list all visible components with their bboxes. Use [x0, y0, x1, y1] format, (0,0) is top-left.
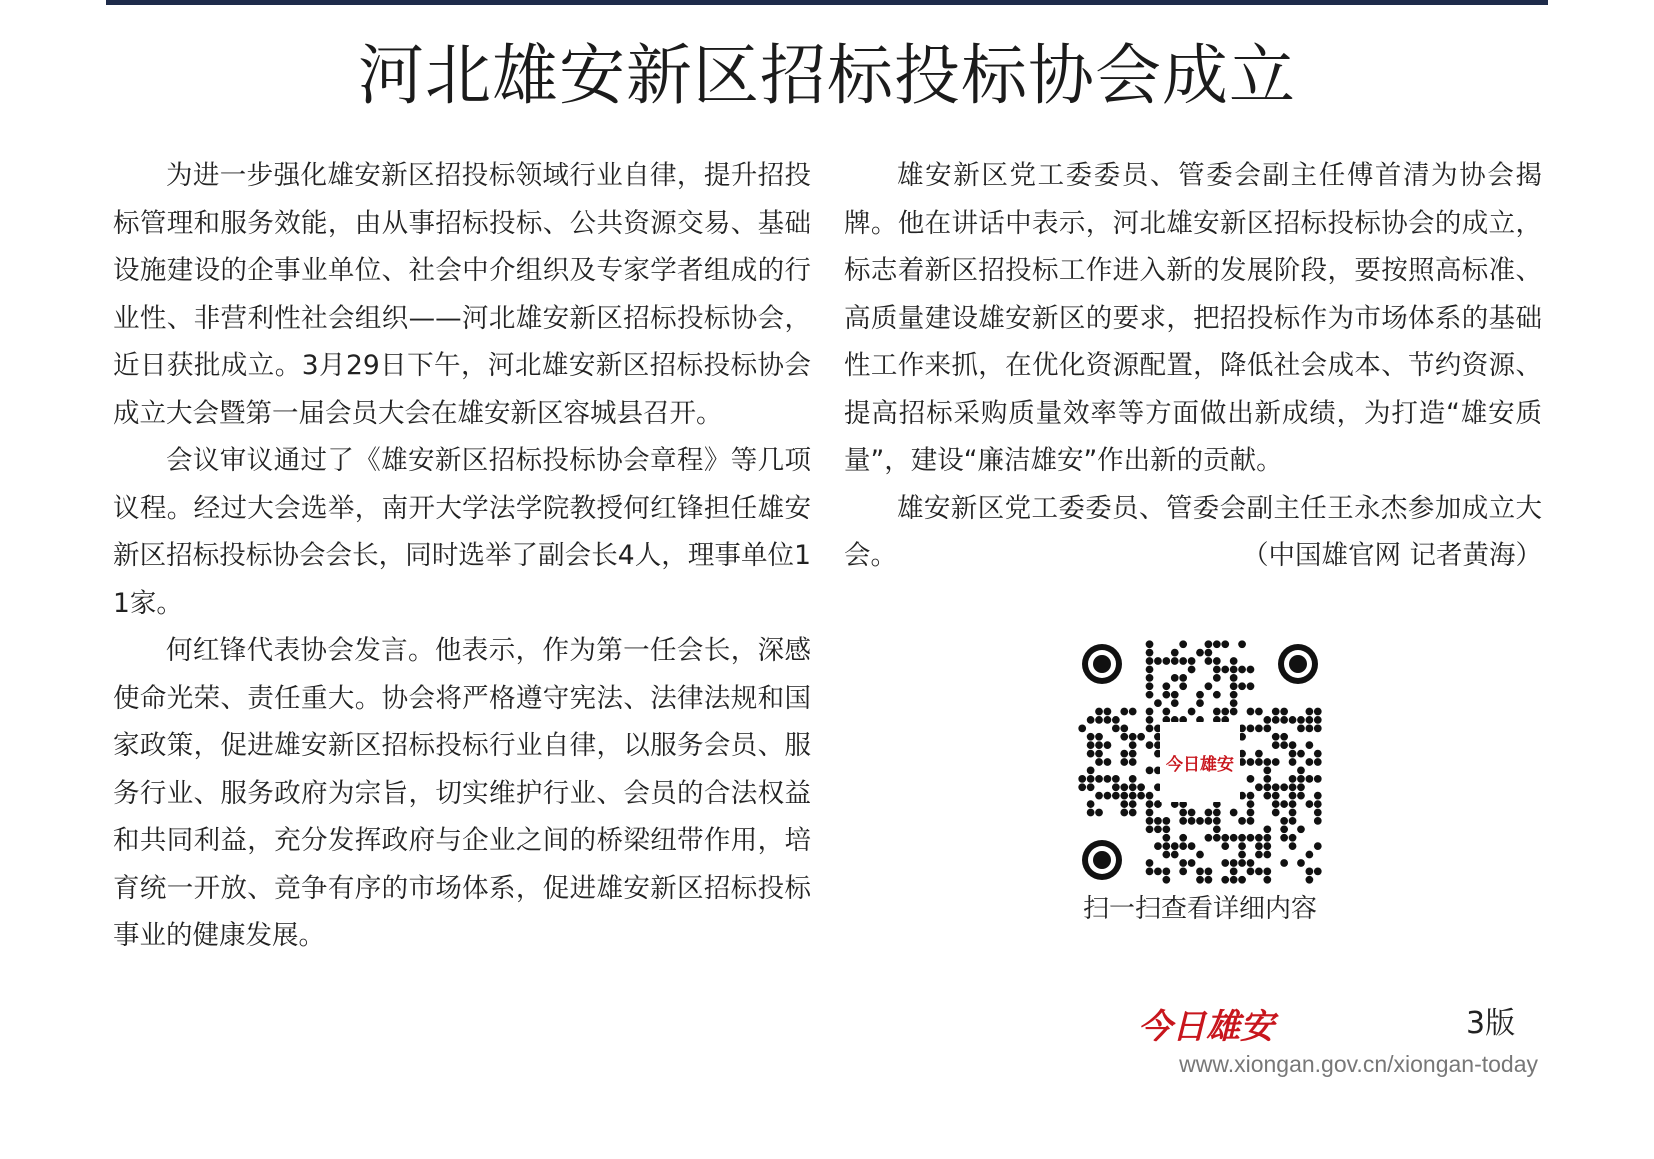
- qr-dot: [1230, 657, 1238, 665]
- qr-dot: [1221, 859, 1229, 867]
- qr-dot: [1306, 876, 1314, 884]
- qr-caption: 扫一扫查看详细内容: [1082, 894, 1317, 924]
- qr-dot: [1230, 674, 1238, 682]
- today-xiongan-logo: [1138, 1002, 1283, 1046]
- qr-dot: [1263, 758, 1271, 766]
- article-paragraph: 会议审议通过了《雄安新区招标投标协会章程》等几项议程。经过大会选举，南开大学法学院教授何红锋担任雄安新区招标投标协会会长，同时选举了副会长4人，理事单位11家。: [113, 445, 811, 619]
- qr-dot: [1314, 708, 1322, 716]
- qr-dot: [1179, 657, 1187, 665]
- qr-dot: [1162, 657, 1170, 665]
- qr-dot: [1289, 817, 1297, 825]
- qr-dot: [1078, 724, 1086, 732]
- qr-dot: [1146, 657, 1154, 665]
- qr-dot: [1104, 741, 1112, 749]
- qr-dot: [1146, 825, 1154, 833]
- qr-dot: [1120, 708, 1128, 716]
- qr-dot: [1213, 825, 1221, 833]
- qr-dot: [1146, 792, 1154, 800]
- qr-dot: [1272, 792, 1280, 800]
- qr-dot: [1255, 750, 1263, 758]
- qr-dot: [1238, 640, 1246, 648]
- qr-dot: [1280, 825, 1288, 833]
- qr-dot: [1297, 859, 1305, 867]
- qr-dot: [1213, 691, 1221, 699]
- qr-dot: [1078, 783, 1086, 791]
- qr-dot: [1120, 733, 1128, 741]
- qr-dot: [1247, 666, 1255, 674]
- qr-dot: [1129, 783, 1137, 791]
- qr-dot: [1263, 825, 1271, 833]
- qr-dot: [1129, 775, 1137, 783]
- qr-dot: [1263, 868, 1271, 876]
- qr-dot: [1247, 792, 1255, 800]
- qr-dot: [1087, 809, 1095, 817]
- qr-dot: [1238, 876, 1246, 884]
- qr-dot: [1314, 775, 1322, 783]
- qr-dot: [1230, 809, 1238, 817]
- qr-dot: [1314, 817, 1322, 825]
- qr-dot: [1306, 741, 1314, 749]
- qr-dot: [1188, 657, 1196, 665]
- qr-dot: [1289, 750, 1297, 758]
- qr-dot: [1247, 800, 1255, 808]
- qr-dot: [1221, 708, 1229, 716]
- qr-dot: [1179, 834, 1187, 842]
- qr-dot: [1171, 842, 1179, 850]
- article-paragraph: 为进一步强化雄安新区招投标领域行业自律，提升招投标管理和服务效能，由从事招标投标、公共资源交易、基础设施建设的企事业单位、社会中介组织及专家学者组成的行业性、非营利性社会组织——河北雄安新区招标投标协会，近日获批成立。3月29日下午，河北雄安新区招标投标协会成立大会暨第一届会员大会在雄安新区容城县召开。: [113, 160, 811, 429]
- qr-dot: [1280, 733, 1288, 741]
- qr-dot: [1095, 733, 1103, 741]
- qr-dot: [1104, 716, 1112, 724]
- qr-dot: [1230, 859, 1238, 867]
- qr-dot: [1272, 741, 1280, 749]
- qr-dot: [1272, 708, 1280, 716]
- qr-dot: [1205, 649, 1213, 657]
- qr-dot: [1306, 724, 1314, 732]
- qr-dot: [1247, 775, 1255, 783]
- qr-dot: [1289, 800, 1297, 808]
- qr-dot: [1314, 758, 1322, 766]
- qr-dot: [1154, 657, 1162, 665]
- qr-dot: [1314, 868, 1322, 876]
- qr-dot: [1289, 741, 1297, 749]
- qr-dot: [1205, 834, 1213, 842]
- qr-dot: [1213, 674, 1221, 682]
- qr-dot: [1188, 809, 1196, 817]
- qr-dot: [1087, 775, 1095, 783]
- qr-dot: [1221, 876, 1229, 884]
- qr-dot: [1162, 825, 1170, 833]
- qr-dot: [1306, 868, 1314, 876]
- qr-dot: [1297, 750, 1305, 758]
- article-paragraph: 雄安新区党工委委员、管委会副主任王永杰参加成立大会。: [844, 492, 1542, 571]
- qr-dot: [1179, 640, 1187, 648]
- qr-dot: [1171, 649, 1179, 657]
- qr-dot: [1095, 758, 1103, 766]
- qr-dot: [1146, 682, 1154, 690]
- qr-dot: [1146, 809, 1154, 817]
- qr-dot: [1230, 834, 1238, 842]
- qr-dot: [1263, 792, 1271, 800]
- qr-dot: [1095, 809, 1103, 817]
- qr-center-label: 今日雄安: [1166, 755, 1234, 775]
- qr-dot: [1230, 682, 1238, 690]
- qr-dot: [1095, 741, 1103, 749]
- top-rule: [106, 0, 1548, 5]
- qr-dot: [1247, 859, 1255, 867]
- qr-dot: [1280, 834, 1288, 842]
- qr-dot: [1188, 859, 1196, 867]
- qr-dot: [1078, 775, 1086, 783]
- logo-text: 今日雄安: [1138, 1007, 1274, 1046]
- qr-dot: [1280, 708, 1288, 716]
- qr-dot: [1095, 750, 1103, 758]
- qr-dot: [1146, 868, 1154, 876]
- qr-dot: [1112, 724, 1120, 732]
- qr-dot: [1112, 783, 1120, 791]
- qr-dot: [1255, 851, 1263, 859]
- qr-dot: [1272, 783, 1280, 791]
- qr-dot: [1280, 783, 1288, 791]
- qr-dot: [1263, 775, 1271, 783]
- qr-dot: [1213, 666, 1221, 674]
- qr-dot: [1162, 851, 1170, 859]
- qr-dot: [1314, 842, 1322, 850]
- qr-dot: [1146, 767, 1154, 775]
- qr-dot: [1188, 817, 1196, 825]
- page-number: 3版: [1466, 1006, 1516, 1041]
- qr-dot: [1120, 758, 1128, 766]
- qr-dot: [1263, 834, 1271, 842]
- qr-dot: [1120, 750, 1128, 758]
- qr-dot: [1272, 758, 1280, 766]
- qr-dot: [1196, 851, 1204, 859]
- qr-dot: [1247, 708, 1255, 716]
- qr-dot: [1289, 809, 1297, 817]
- qr-dot: [1146, 708, 1154, 716]
- qr-dot: [1146, 674, 1154, 682]
- qr-dot: [1221, 666, 1229, 674]
- qr-dot: [1280, 741, 1288, 749]
- qr-dot: [1205, 817, 1213, 825]
- qr-dot: [1162, 876, 1170, 884]
- qr-dot: [1230, 876, 1238, 884]
- qr-dot: [1263, 724, 1271, 732]
- qr-dot: [1112, 716, 1120, 724]
- qr-dot: [1314, 792, 1322, 800]
- qr-finder-bottom-left: [1082, 840, 1122, 880]
- qr-dot: [1230, 666, 1238, 674]
- qr-dot: [1205, 876, 1213, 884]
- qr-dot: [1272, 809, 1280, 817]
- qr-dot: [1112, 792, 1120, 800]
- qr-dot: [1205, 682, 1213, 690]
- qr-dot: [1196, 876, 1204, 884]
- qr-dot: [1213, 708, 1221, 716]
- qr-dot: [1154, 817, 1162, 825]
- qr-dot: [1129, 708, 1137, 716]
- qr-dot: [1179, 868, 1187, 876]
- qr-dot: [1137, 783, 1145, 791]
- qr-dot: [1247, 682, 1255, 690]
- qr-dot: [1146, 691, 1154, 699]
- qr-dot: [1171, 699, 1179, 707]
- qr-dot: [1162, 868, 1170, 876]
- qr-dot: [1263, 767, 1271, 775]
- qr-dot: [1213, 817, 1221, 825]
- qr-dot: [1230, 699, 1238, 707]
- qr-dot: [1120, 800, 1128, 808]
- qr-dot: [1289, 834, 1297, 842]
- qr-dot: [1146, 859, 1154, 867]
- qr-dot: [1179, 674, 1187, 682]
- qr-dot: [1112, 775, 1120, 783]
- qr-dot: [1263, 783, 1271, 791]
- qr-dot: [1272, 733, 1280, 741]
- qr-dot: [1146, 716, 1154, 724]
- qr-code-image[interactable]: [1078, 640, 1322, 884]
- qr-dot: [1087, 716, 1095, 724]
- qr-dot: [1289, 716, 1297, 724]
- qr-dot: [1162, 682, 1170, 690]
- article-paragraph: 何红锋代表协会发言。他表示，作为第一任会长，深感使命光荣、责任重大。协会将严格遵守宪法、法律法规和国家政策，促进雄安新区招标投标行业自律，以服务会员、服务行业、服务政府为宗旨，切实维护行业、会员的合法权益和共同利益，充分发挥政府与企业之间的桥梁纽带作用，培育统一开放、竞争有序的市场体系，促进雄安新区招标投标事业的健康发展。: [113, 635, 811, 951]
- qr-finder-top-left: [1082, 644, 1122, 684]
- qr-dot: [1104, 775, 1112, 783]
- qr-dot: [1230, 691, 1238, 699]
- qr-dot: [1162, 817, 1170, 825]
- qr-dot: [1280, 859, 1288, 867]
- qr-dot: [1146, 800, 1154, 808]
- qr-dot: [1162, 842, 1170, 850]
- qr-dot: [1247, 809, 1255, 817]
- qr-dot: [1255, 783, 1263, 791]
- qr-finder-top-right: [1278, 644, 1318, 684]
- qr-dot: [1154, 825, 1162, 833]
- qr-dot: [1289, 783, 1297, 791]
- qr-dot: [1179, 859, 1187, 867]
- qr-dot: [1255, 724, 1263, 732]
- qr-dot: [1213, 809, 1221, 817]
- left-column: [113, 152, 811, 960]
- qr-dot: [1196, 699, 1204, 707]
- qr-dot: [1247, 868, 1255, 876]
- qr-dot: [1297, 825, 1305, 833]
- qr-dot: [1196, 691, 1204, 699]
- qr-dot: [1205, 657, 1213, 665]
- article-paragraph: 雄安新区党工委委员、管委会副主任傅首清为协会揭牌。他在讲话中表示，河北雄安新区招标投标协会的成立，标志着新区招投标工作进入新的发展阶段，要按照高标准、高质量建设雄安新区的要求，把招投标作为市场体系的基础性工作来抓，在优化资源配置，降低社会成本、节约资源、提高招标采购质量效率等方面做出新成绩，为打造“雄安质量”，建设“廉洁雄安”作出新的贡献。: [844, 160, 1542, 476]
- qr-dot: [1221, 834, 1229, 842]
- qr-dot: [1306, 758, 1314, 766]
- qr-dot: [1129, 741, 1137, 749]
- qr-dot: [1205, 809, 1213, 817]
- qr-dot: [1314, 800, 1322, 808]
- qr-dot: [1213, 834, 1221, 842]
- qr-dot: [1104, 792, 1112, 800]
- byline: （中国雄官网 记者黄海）: [1242, 540, 1542, 571]
- qr-dot: [1255, 868, 1263, 876]
- qr-dot: [1137, 733, 1145, 741]
- qr-dot: [1171, 674, 1179, 682]
- qr-dot: [1129, 733, 1137, 741]
- footer-url[interactable]: www.xiongan.gov.cn/xiongan-today: [1179, 1051, 1538, 1077]
- qr-dot: [1247, 834, 1255, 842]
- qr-dot: [1087, 733, 1095, 741]
- qr-dot: [1280, 800, 1288, 808]
- qr-dot: [1171, 657, 1179, 665]
- qr-dot: [1255, 708, 1263, 716]
- qr-dot: [1306, 800, 1314, 808]
- qr-dot: [1213, 657, 1221, 665]
- qr-dot: [1289, 775, 1297, 783]
- qr-dot: [1205, 868, 1213, 876]
- qr-dot: [1146, 817, 1154, 825]
- qr-dot: [1129, 792, 1137, 800]
- qr-dot: [1272, 800, 1280, 808]
- qr-dot: [1162, 708, 1170, 716]
- qr-dot: [1306, 708, 1314, 716]
- qr-dot: [1263, 851, 1271, 859]
- qr-dot: [1297, 783, 1305, 791]
- qr-dot: [1146, 741, 1154, 749]
- qr-dot: [1171, 851, 1179, 859]
- qr-dot: [1188, 842, 1196, 850]
- qr-dot: [1238, 851, 1246, 859]
- qr-dot: [1297, 724, 1305, 732]
- qr-dot: [1196, 817, 1204, 825]
- qr-dot: [1179, 809, 1187, 817]
- qr-dot: [1314, 809, 1322, 817]
- qr-dot: [1179, 682, 1187, 690]
- qr-dot: [1087, 741, 1095, 749]
- qr-dot: [1129, 758, 1137, 766]
- qr-dot: [1205, 640, 1213, 648]
- qr-dot: [1154, 699, 1162, 707]
- qr-dot: [1263, 716, 1271, 724]
- qr-dot: [1247, 817, 1255, 825]
- qr-dot: [1255, 842, 1263, 850]
- qr-dot: [1297, 775, 1305, 783]
- qr-dot: [1146, 640, 1154, 648]
- qr-dot: [1238, 682, 1246, 690]
- qr-dot: [1120, 783, 1128, 791]
- right-column: [844, 152, 1542, 580]
- qr-dot: [1306, 851, 1314, 859]
- qr-dot: [1263, 842, 1271, 850]
- qr-dot: [1238, 859, 1246, 867]
- qr-dot: [1095, 792, 1103, 800]
- qr-dot: [1188, 708, 1196, 716]
- qr-dot: [1087, 750, 1095, 758]
- qr-dot: [1104, 708, 1112, 716]
- qr-dot: [1230, 868, 1238, 876]
- qr-dot: [1280, 716, 1288, 724]
- qr-dot: [1221, 842, 1229, 850]
- qr-dot: [1297, 792, 1305, 800]
- qr-dot: [1196, 649, 1204, 657]
- qr-dot: [1221, 640, 1229, 648]
- qr-dot: [1213, 640, 1221, 648]
- qr-dot: [1171, 691, 1179, 699]
- qr-dot: [1179, 842, 1187, 850]
- qr-dot: [1087, 767, 1095, 775]
- qr-dot: [1120, 792, 1128, 800]
- qr-dot: [1162, 834, 1170, 842]
- qr-dot: [1188, 666, 1196, 674]
- qr-dot: [1247, 724, 1255, 732]
- qr-dot: [1306, 716, 1314, 724]
- qr-dot: [1120, 809, 1128, 817]
- qr-dot: [1238, 817, 1246, 825]
- qr-dot: [1104, 758, 1112, 766]
- qr-dot: [1095, 708, 1103, 716]
- qr-dot: [1289, 842, 1297, 850]
- qr-dot: [1162, 691, 1170, 699]
- qr-dot: [1289, 792, 1297, 800]
- qr-dot: [1146, 649, 1154, 657]
- qr-dot: [1297, 767, 1305, 775]
- qr-dot: [1238, 842, 1246, 850]
- qr-dot: [1129, 809, 1137, 817]
- qr-dot: [1087, 783, 1095, 791]
- qr-dot: [1247, 758, 1255, 766]
- qr-dot: [1095, 716, 1103, 724]
- qr-dot: [1154, 842, 1162, 850]
- qr-dot: [1314, 724, 1322, 732]
- qr-dot: [1289, 758, 1297, 766]
- qr-dot: [1238, 666, 1246, 674]
- qr-dot: [1129, 800, 1137, 808]
- qr-dot: [1306, 775, 1314, 783]
- qr-dot: [1095, 775, 1103, 783]
- qr-dot: [1230, 708, 1238, 716]
- qr-code-block: [1065, 640, 1335, 926]
- qr-dot: [1196, 868, 1204, 876]
- qr-dot: [1255, 834, 1263, 842]
- headline: 河北雄安新区招标投标协会成立: [358, 37, 1296, 114]
- qr-dot: [1154, 868, 1162, 876]
- qr-dot: [1272, 716, 1280, 724]
- qr-dot: [1297, 716, 1305, 724]
- qr-dot: [1137, 792, 1145, 800]
- qr-dot: [1087, 800, 1095, 808]
- qr-dot: [1314, 750, 1322, 758]
- qr-dot: [1238, 834, 1246, 842]
- qr-dot: [1179, 817, 1187, 825]
- qr-dot: [1120, 724, 1128, 732]
- qr-dot: [1280, 817, 1288, 825]
- qr-dot: [1263, 876, 1271, 884]
- qr-dot: [1314, 716, 1322, 724]
- qr-dot: [1129, 750, 1137, 758]
- qr-dot: [1146, 724, 1154, 732]
- qr-dot: [1146, 666, 1154, 674]
- qr-dot: [1255, 758, 1263, 766]
